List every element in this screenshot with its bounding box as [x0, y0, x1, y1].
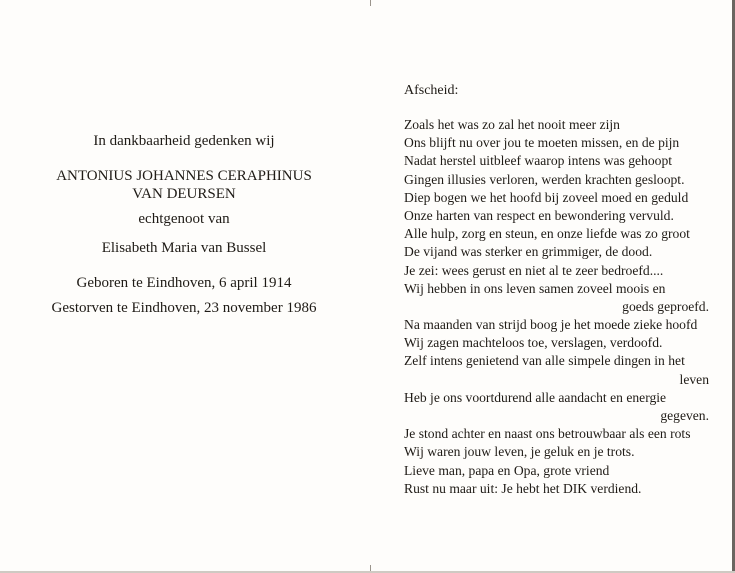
poem-line-continuation: goeds geproefd.	[622, 298, 709, 314]
deceased-name-line1: ANTONIUS JOHANNES CERAPHINUS	[56, 168, 312, 184]
poem-line: Onze harten van respect en bewondering vervuld.	[404, 207, 674, 223]
poem-line: Heb je ons voortdurend alle aandacht en energie	[404, 389, 667, 405]
poem-line: Zelf intens genietend van alle simpele dingen in het	[404, 353, 685, 369]
poem-line: Zoals het was zo zal het nooit meer zijn	[404, 117, 620, 132]
poem-line: Lieve man, papa en Opa, grote vriend	[404, 462, 610, 478]
poem-line: Na maanden van strijd boog je het moede zieke hoofd	[404, 317, 698, 333]
poem-line: Alle hulp, zorg en steun, en onze liefde was zo groot	[404, 226, 690, 242]
fold-mark-bottom	[370, 565, 371, 571]
poem-line: Wij waren jouw leven, je geluk en je trots.	[404, 444, 635, 460]
relation-text: echtgenoot van	[138, 211, 230, 227]
death-line: Gestorven te Eindhoven, 23 november 1986	[51, 300, 317, 316]
poem-line: Rust nu maar uit: Je hebt het DIK verdiend.	[404, 480, 642, 496]
poem-line: Ons blijft nu over jou te moeten missen, en de pijn	[404, 135, 680, 151]
poem-line-continuation: gegeven.	[660, 408, 709, 423]
poem-line: De vijand was sterker en grimmiger, de dood.	[404, 244, 653, 260]
poem-line-continuation: leven	[679, 371, 709, 387]
fold-mark-top	[370, 0, 371, 6]
poem-heading: Afscheid:	[404, 83, 459, 98]
dedication-text: In dankbaarheid gedenken wij	[93, 133, 275, 149]
poem-line: Wij zagen machteloos toe, verslagen, verdoofd.	[404, 335, 663, 351]
poem-line: Je stond achter en naast ons betrouwbaar als een rots	[404, 426, 691, 442]
birth-line: Geboren te Eindhoven, 6 april 1914	[76, 275, 292, 291]
poem-line: Je zei: wees gerust en niet al te zeer bedroefd....	[404, 262, 664, 278]
poem	[404, 116, 709, 498]
poem-line: Wij hebben in ons leven samen zoveel moois en	[404, 280, 666, 296]
deceased-name-line2: VAN DEURSEN	[132, 186, 236, 202]
spouse-name: Elisabeth Maria van Bussel	[101, 240, 267, 256]
poem-line: Nadat herstel uitbleef waarop intens was gehoopt	[404, 153, 673, 169]
right-page	[404, 0, 714, 573]
poem-line: Gingen illusies verloren, werden krachten gesloopt.	[404, 171, 685, 187]
poem-line: Diep bogen we het hoofd bij zoveel moed en geduld	[404, 189, 689, 205]
